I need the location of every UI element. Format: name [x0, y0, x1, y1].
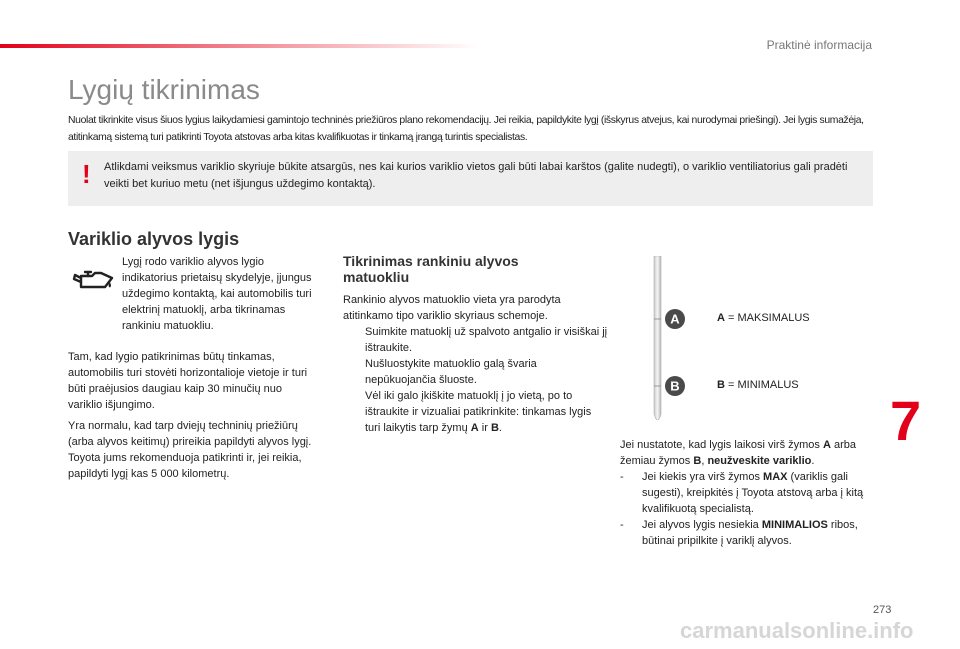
- manual-dipstick-heading: Tikrinimas rankiniu alyvos matuokliu: [343, 253, 519, 285]
- level-out-of-range-paragraph: Jei nustatote, kad lygis laikosi virš žymos A arba žemiau žymos B, neužveskite variklio.: [620, 439, 856, 467]
- header-accent-bar: [0, 44, 480, 48]
- list-item: - Jei kiekis yra virš žymos MAX (variklis gali sugesti), kreipkitės į Toyota atstovą arba į kitą kvalifikuotą specialistą.: [620, 471, 864, 515]
- mark-a-ref: A: [470, 422, 479, 434]
- intro-paragraph: Nuolat tikrinkite visus šiuos lygius laikydamiesi gamintojo techninės priežiūros plano rekomendacijų. Jei reikia, papildykite lygį (išskyrus atvejus, kai nurodymai priešingi). Jei lygis sumažėja, atitinkamą sistemą turi patikrinti Toyota atstovas arba kitas kvalifikuotas ir tinkamą įrangą turintis specialistas.: [68, 115, 864, 143]
- warning-icon: !: [82, 159, 91, 189]
- list-item: [343, 324, 608, 356]
- engine-oil-paragraph-3: Yra normalu, kad tarp dviejų techninių priežiūrų (arba alyvos keitimų) prireikia papildyti alyvos lygį. Toyota jums rekomenduoja patikrinti ir, jei reikia, papildyti lygį kas 5 000 kilometrų.: [68, 420, 312, 480]
- dipstick-steps: [343, 324, 608, 436]
- list-item: - Jei alyvos lygis nesiekia MINIMALIOS ribos, būtinai pripilkite į variklį alyvos.: [620, 519, 858, 547]
- warning-text: Atlikdami veiksmus variklio skyriuje būkite atsargūs, nes kai kurios variklio vietos gali būti labai karštos (galite nudegti), o variklio ventiliatorius gali pradėti veikti bet kuriuo metu (net išjungus uždegimo kontaktą).: [104, 161, 848, 190]
- dash-marker: -: [620, 471, 624, 483]
- step-text: Vėl iki galo įkiškite matuoklį į jo vietą, po to ištraukite ir vizualiai patikrinkite: tinkamas lygis turi laikytis tarp žymų: [365, 390, 592, 434]
- step-text-end: .: [498, 422, 502, 434]
- level-actions-list: [620, 469, 882, 549]
- warning-box: [68, 151, 873, 206]
- engine-oil-paragraph-1: Lygį rodo variklio alyvos lygio indikatorius prietaisų skydelyje, įjungus uždegimo kontaktą, kai automobilis turi elektrinį matuoklį, arba tikrinamas rankiniu matuokliu.: [122, 256, 312, 332]
- mark-b-ref: B: [490, 422, 499, 434]
- oil-can-icon: [72, 266, 114, 292]
- step-text: Nušluostykite matuoklio galą švaria nepūkuojančia šluoste.: [365, 358, 537, 386]
- step-text-joiner: ir: [478, 422, 491, 434]
- page-number: 273: [873, 604, 892, 616]
- list-item: [343, 388, 608, 436]
- engine-oil-paragraph-2: Tam, kad lygio patikrinimas būtų tinkamas, automobilis turi stovėti horizontalioje vietoje ir turi būti praėjusios daugiau kaip 30 minučių nuo variklio išjungimo.: [68, 351, 308, 411]
- mark-b-letter: B: [670, 378, 680, 394]
- dash-marker: -: [620, 519, 624, 531]
- chapter-number: 7: [890, 389, 922, 452]
- manual-dipstick-paragraph: Rankinio alyvos matuoklio vieta yra parodyta atitinkamo tipo variklio skyriaus schemoje.: [343, 294, 561, 322]
- label-minimum: B = MINIMALUS: [717, 379, 799, 391]
- list-item: [343, 356, 608, 388]
- watermark: carmanualsonline.info: [680, 618, 914, 643]
- dipstick-illustration: [640, 256, 700, 426]
- mark-a-letter: A: [670, 311, 680, 327]
- label-maximum: A = MAKSIMALUS: [717, 312, 810, 324]
- step-text: Suimkite matuoklį už spalvoto antgalio ir visiškai jį ištraukite.: [365, 326, 608, 354]
- section-header: Praktinė informacija: [766, 38, 872, 52]
- engine-oil-heading: Variklio alyvos lygis: [68, 229, 240, 249]
- page-title: Lygių tikrinimas: [68, 74, 260, 105]
